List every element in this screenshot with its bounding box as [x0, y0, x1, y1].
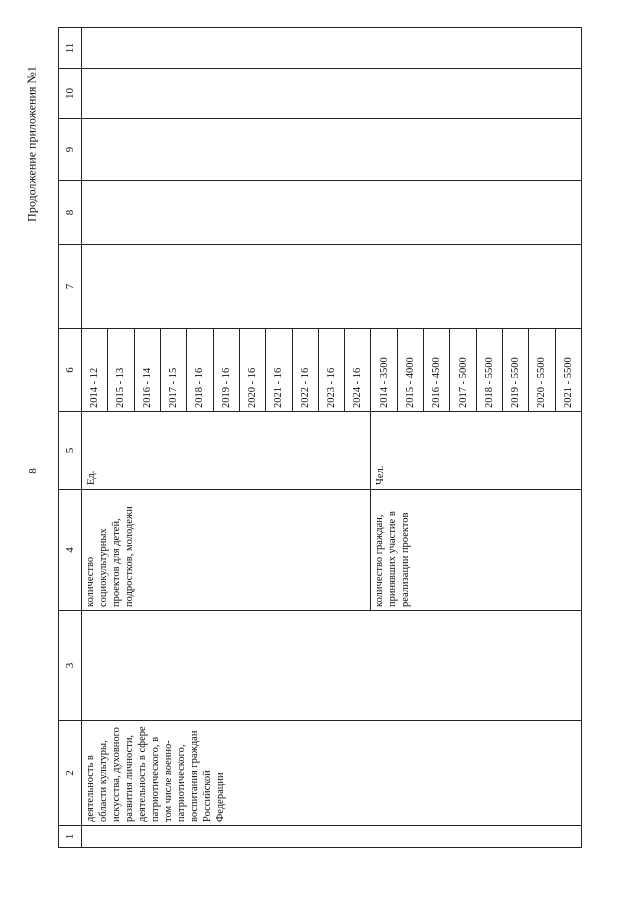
year-value: 2015 - 4000: [397, 329, 423, 412]
year-value: 2015 - 13: [108, 329, 134, 412]
column-number-row: [59, 28, 82, 848]
year-value: 2024 - 16: [345, 329, 371, 412]
indicator-name: количество социокультурных проектов для детей, подростков, молодежи: [82, 490, 371, 611]
activity-description: деятельность в области культуры, искусства, духовного развития личности, деятельность в сфере патриотического, в том числе военно-патриотического, воспитания граждан Российской Федерации: [82, 721, 582, 826]
col-number: 6: [59, 329, 82, 412]
col-number: 3: [59, 611, 82, 721]
year-value: 2014 - 12: [82, 329, 108, 412]
continuation-title: Продолжение приложения №1: [24, 66, 39, 222]
col-number: 5: [59, 412, 82, 490]
col-number: 8: [59, 181, 82, 245]
year-value: 2022 - 16: [292, 329, 318, 412]
year-value: 2017 - 15: [160, 329, 186, 412]
col-number: 11: [59, 28, 82, 69]
cell-col8: [82, 181, 582, 245]
year-value: 2021 - 16: [266, 329, 292, 412]
cell-col11: [82, 28, 582, 69]
year-value: 2019 - 5500: [503, 329, 529, 412]
page-number: 8: [26, 468, 39, 474]
year-value: 2020 - 16: [239, 329, 265, 412]
year-value: 2014 - 3500: [371, 329, 397, 412]
table-container: [58, 28, 582, 848]
year-value: 2016 - 4500: [424, 329, 450, 412]
indicator-unit: Чел.: [371, 412, 582, 490]
table-row: [82, 28, 108, 848]
col-number: 4: [59, 490, 82, 611]
data-table: [58, 27, 582, 848]
year-value: 2016 - 14: [134, 329, 160, 412]
cell-col7: [82, 245, 582, 329]
year-value: 2020 - 5500: [529, 329, 555, 412]
year-value: 2017 - 5000: [450, 329, 476, 412]
year-value: 2023 - 16: [318, 329, 344, 412]
rotated-table: [58, 28, 582, 848]
col-number: 2: [59, 721, 82, 826]
col-number: 10: [59, 69, 82, 119]
col-number: 7: [59, 245, 82, 329]
col-number: 1: [59, 826, 82, 848]
cell-col9: [82, 119, 582, 181]
cell-col1: [82, 826, 582, 848]
year-value: 2018 - 5500: [476, 329, 502, 412]
col-number: 9: [59, 119, 82, 181]
cell-col3: [82, 611, 582, 721]
year-value: 2019 - 16: [213, 329, 239, 412]
continuation-title-box: [25, 54, 39, 234]
cell-col10: [82, 69, 582, 119]
indicator-unit: Ед.: [82, 412, 371, 490]
indicator-name: количество граждан, принявших участие в реализации проектов: [371, 490, 582, 611]
year-value: 2018 - 16: [187, 329, 213, 412]
year-value: 2021 - 5500: [555, 329, 581, 412]
